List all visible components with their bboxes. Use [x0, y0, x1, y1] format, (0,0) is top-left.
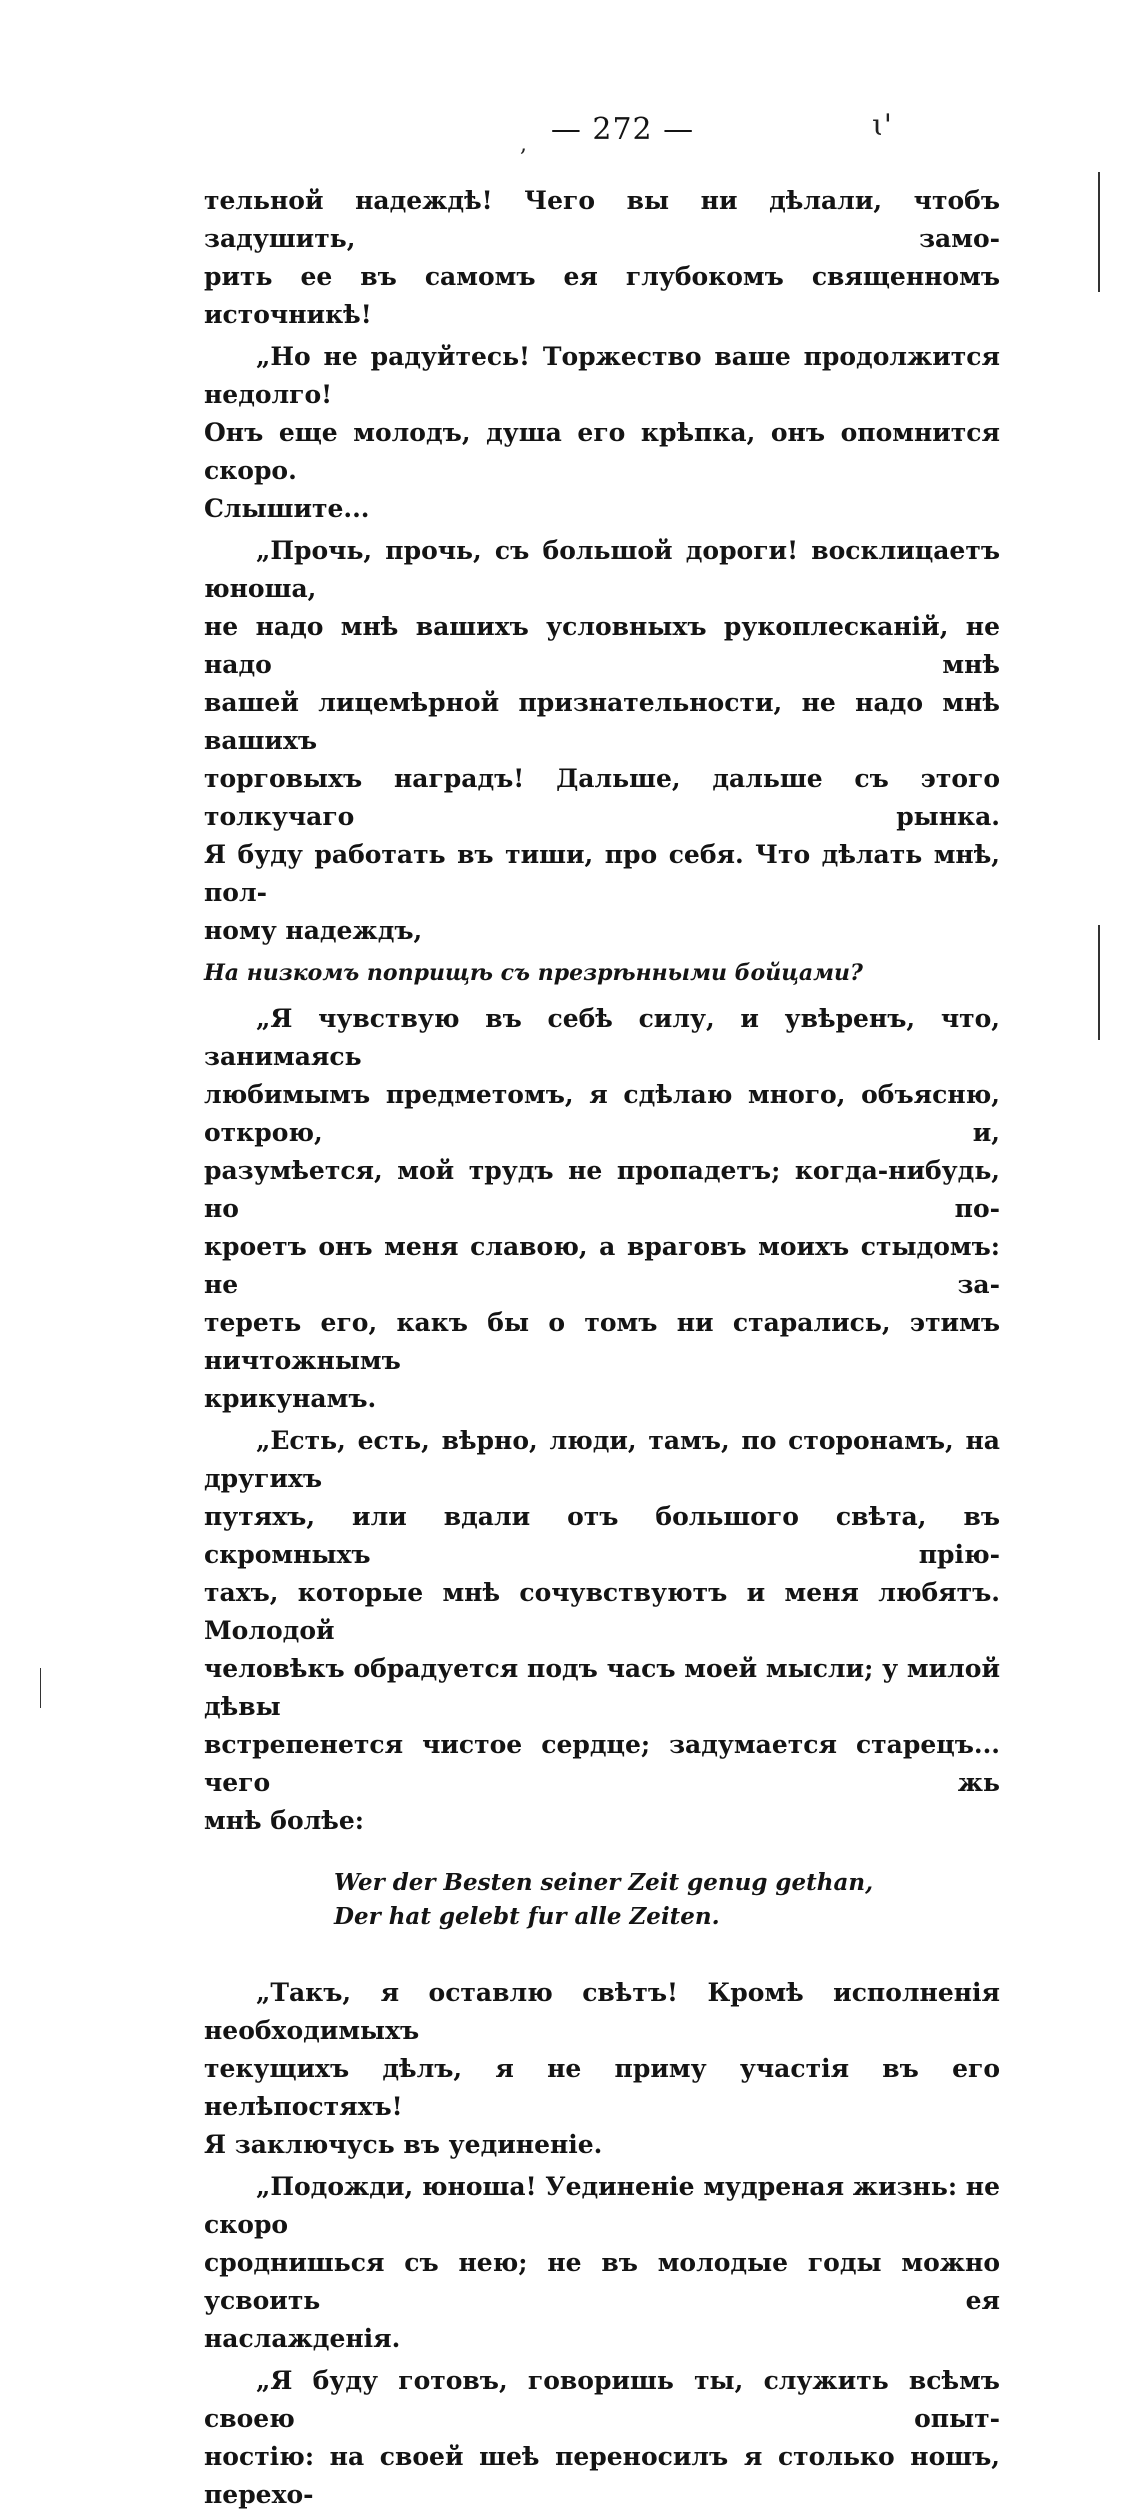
text-line: „Такъ, я оставлю свѣтъ! Кромѣ исполненія необходимыхъ — [204, 1978, 1000, 2045]
text-line: встрепенется чистое сердце; задумается старецъ... чего жь — [204, 1730, 1000, 1797]
paragraph — [204, 2362, 1000, 2514]
text-line: наслажденія. — [204, 2324, 401, 2353]
text-line: вашей лицемѣрной признательности, не надо мнѣ вашихъ — [204, 688, 1000, 755]
paragraph-group-3 — [204, 1974, 1000, 2514]
text-line: Я заключусь въ уединеніе. — [204, 2130, 603, 2159]
page-number: — 272 — — [550, 112, 695, 147]
text-line: мнѣ болѣе: — [204, 1806, 364, 1835]
text-line: тельной надеждѣ! Чего вы ни дѣлали, чтобъ задушить, замо- — [204, 186, 1000, 253]
text-line: „Я буду готовъ, говоришь ты, служить всѣмъ своею опыт- — [204, 2366, 1000, 2433]
quote-line-1: Wer der Besten seiner Zeit genug gethan, — [334, 1869, 874, 1896]
text-line: Онъ еще молодъ, душа его крѣпка, онъ опомнится скоро. — [204, 418, 1000, 485]
paragraph — [204, 338, 1000, 528]
margin-rule — [1098, 172, 1100, 292]
text-line: любимымъ предметомъ, я сдѣлаю много, объясню, открою, и, — [204, 1080, 1000, 1147]
margin-rule — [40, 1668, 41, 1708]
text-line: тахъ, которые мнѣ сочувствуютъ и меня любятъ. Молодой — [204, 1578, 1000, 1645]
text-line: „Прочь, прочь, съ большой дороги! восклицаетъ юноша, — [204, 536, 1000, 603]
text-line: разумѣется, мой трудъ не пропадетъ; когда-нибудь, но по- — [204, 1156, 1000, 1223]
text-line: „Есть, есть, вѣрно, люди, тамъ, по сторонамъ, на другихъ — [204, 1426, 1000, 1493]
text-line: крикунамъ. — [204, 1384, 377, 1413]
paragraph — [204, 532, 1000, 950]
text-line: Я буду работать въ тиши, про себя. Что дѣлать мнѣ, пол- — [204, 840, 1000, 907]
text-line: „Я чувствую въ себѣ силу, и увѣренъ, что, занимаясь — [204, 1004, 1000, 1071]
german-quote — [334, 1866, 1000, 1934]
margin-rule — [1098, 925, 1100, 1040]
text-line: сроднишься съ нею; не въ молодые годы можно усвоить ея — [204, 2248, 1000, 2315]
text-line: человѣкъ обрадуется подъ часъ моей мысли; у милой дѣвы — [204, 1654, 1000, 1721]
text-line: рить ее въ самомъ ея глубокомъ священномъ источникѣ! — [204, 262, 1000, 329]
margin-mark-comma: , — [520, 132, 527, 157]
paragraph — [204, 2168, 1000, 2358]
paragraph-group-2 — [204, 1000, 1000, 1840]
paragraph — [204, 182, 1000, 334]
text-line: не надо мнѣ вашихъ условныхъ рукоплесканій, не надо мнѣ — [204, 612, 1000, 679]
text-line: Слышите... — [204, 494, 370, 523]
verse-line: На низкомъ поприщѣ съ презрѣнными бойцами? — [204, 960, 863, 986]
text-line: тереть его, какъ бы о томъ ни старались, этимъ ничтожнымъ — [204, 1308, 1000, 1375]
quote-line-2: Der hat gelebt fur alle Zeiten. — [334, 1903, 720, 1930]
margin-mark-top-right: ɩ' — [872, 108, 893, 143]
text-line: торговыхъ наградъ! Дальше, дальше съ этого толкучаго рынка. — [204, 764, 1000, 831]
text-line: „Подожди, юноша! Уединеніе мудреная жизнь: не скоро — [204, 2172, 1000, 2239]
text-line: кроетъ онъ меня славою, а враговъ моихъ стыдомъ: не за- — [204, 1232, 1000, 1299]
paragraph — [204, 1974, 1000, 2164]
page-header — [0, 112, 1140, 147]
body-text — [204, 182, 1000, 2518]
text-line: „Но не радуйтесь! Торжество ваше продолжится недолго! — [204, 342, 1000, 409]
text-line: путяхъ, или вдали отъ большого свѣта, въ скромныхъ прію- — [204, 1502, 1000, 1569]
text-line: ностію: на своей шеѣ переносилъ я столько ношъ, перехо- — [204, 2442, 1000, 2509]
text-line: текущихъ дѣлъ, я не приму участія въ его нелѣпостяхъ! — [204, 2054, 1000, 2121]
paragraph-group-1 — [204, 182, 1000, 950]
paragraph — [204, 1000, 1000, 1418]
paragraph — [204, 1422, 1000, 1840]
text-line: ному надеждъ, — [204, 916, 423, 945]
